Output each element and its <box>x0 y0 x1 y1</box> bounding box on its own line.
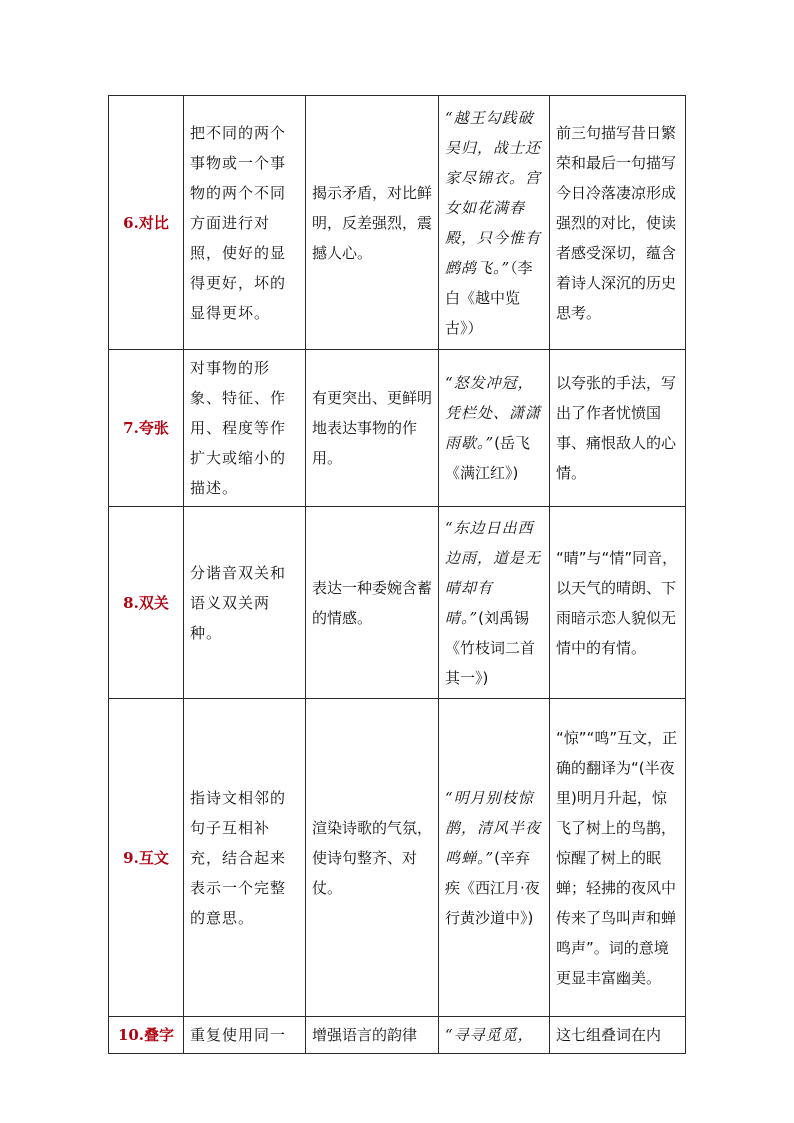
device-example <box>439 1017 550 1054</box>
rhetoric-table <box>108 95 686 1054</box>
table-row <box>109 507 686 699</box>
example-quote: “明月别枝惊鹊，清风半夜鸣蝉。” <box>445 788 542 867</box>
device-example <box>439 96 550 350</box>
device-name: 6.对比 <box>109 96 184 350</box>
device-effect: 表达一种委婉含蓄的情感。 <box>306 507 439 699</box>
example-source: (辛弃疾《西江月·夜行黄沙道中》) <box>445 848 540 927</box>
device-definition: 指诗文相邻的句子互相补充，结合起来表示一个完整的意思。 <box>184 699 306 1017</box>
example-quote: “怒发冲冠，凭栏处、潇潇雨歇。” <box>445 374 542 452</box>
device-definition: 分谐音双关和语义双关两种。 <box>184 507 306 699</box>
device-effect: 揭示矛盾，对比鲜明，反差强烈，震撼人心。 <box>306 96 439 350</box>
device-effect: 增强语言的韵律 <box>306 1017 439 1054</box>
device-analysis: 前三句描写昔日繁荣和最后一句描写今日冷落凄凉形成强烈的对比，使读者感受深切，蕴含着诗人深沉的历史思考。 <box>550 96 686 350</box>
device-definition: 重复使用同一 <box>184 1017 306 1054</box>
example-quote: “越王勾践破吴归，战士还家尽锦衣。宫女如花满春殿，只今惟有鹧鸪飞。” <box>445 108 542 277</box>
table-row <box>109 350 686 507</box>
device-name: 9.互文 <box>109 699 184 1017</box>
example-source: (岳飞《满江红》) <box>445 434 531 482</box>
device-name: 7.夸张 <box>109 350 184 507</box>
device-effect: 渲染诗歌的气氛，使诗句整齐、对仗。 <box>306 699 439 1017</box>
example-quote: “东边日出西边雨，道是无晴却有晴。” <box>445 518 542 627</box>
device-analysis: 以夸张的手法，写出了作者忧愤国事、痛恨敌人的心情。 <box>550 350 686 507</box>
example-source: （李白《越中览古》） <box>445 258 533 337</box>
device-example <box>439 699 550 1017</box>
device-analysis: 这七组叠词在内 <box>550 1017 686 1054</box>
example-quote: “寻寻觅觅， <box>445 1026 534 1044</box>
device-name: 10.叠字 <box>109 1017 184 1054</box>
device-effect: 有更突出、更鲜明地表达事物的作用。 <box>306 350 439 507</box>
device-example <box>439 350 550 507</box>
table-row <box>109 96 686 350</box>
device-analysis: “晴”与“情”同音，以天气的晴朗、下雨暗示恋人貌似无情中的有情。 <box>550 507 686 699</box>
device-name: 8.双关 <box>109 507 184 699</box>
device-analysis: “惊”“鸣”互文，正确的翻译为“(半夜里)明月升起，惊飞了树上的鸟鹊，惊醒了树上的眠蝉；轻拂的夜风中传来了鸟叫声和蝉鸣声”。词的意境更显丰富幽美。 <box>550 699 686 1017</box>
table-row <box>109 699 686 1017</box>
device-definition: 对事物的形象、特征、作用、程度等作扩大或缩小的描述。 <box>184 350 306 507</box>
example-source: (刘禹锡《竹枝词二首其一》) <box>445 608 536 687</box>
table-row <box>109 1017 686 1054</box>
device-definition: 把不同的两个事物或一个事物的两个不同方面进行对照，使好的显得更好，坏的显得更坏。 <box>184 96 306 350</box>
device-example <box>439 507 550 699</box>
